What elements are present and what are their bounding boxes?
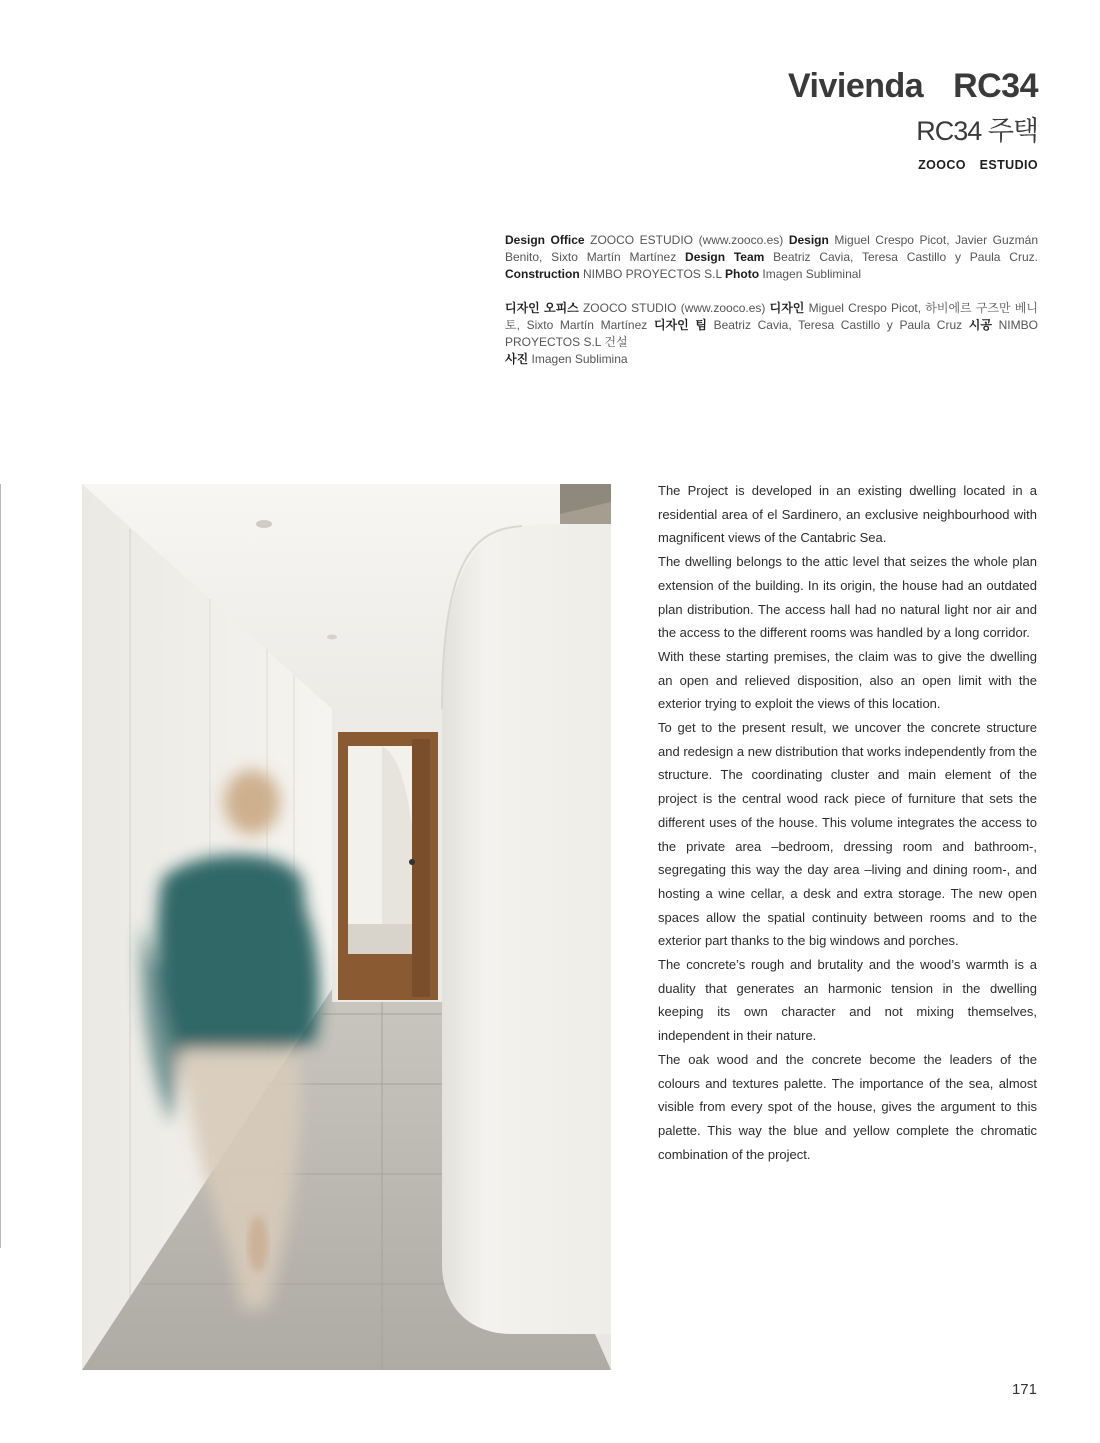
article-title-korean: RC34 주택 <box>916 116 1038 146</box>
page-number: 171 <box>1011 1381 1037 1398</box>
article-body <box>658 479 1037 1166</box>
credit-value: ZOOCO STUDIO (www.zooco.es) <box>578 301 770 315</box>
body-paragraph: The oak wood and the concrete become the leaders of the colours and textures palette. The importance of the sea, almost visible from every spot of the house, gives the argument to this palette. This way the blue and yellow complete the chromatic combination of the project. <box>658 1051 1037 1162</box>
credit-label: 디자인 팀 <box>653 318 707 332</box>
credit-value: Beatriz Cavia, Teresa Castillo y Paula Cruz. <box>764 250 1038 264</box>
credit-value: Miguel Crespo Picot, 하비에르 구즈만 베니토, Sixto Martín Martínez <box>505 301 1038 332</box>
corridor-photo <box>82 484 611 1370</box>
credit-label: Design Office <box>505 233 585 247</box>
credit-value: Imagen Subliminal <box>759 267 862 281</box>
credit-label: Design Team <box>685 250 765 264</box>
article-title: Vivienda RC34 <box>787 67 1038 105</box>
credits-english <box>505 232 1038 283</box>
credit-label: 사진 <box>505 352 529 366</box>
body-paragraph: To get to the present result, we uncover the concrete structure and redesign a new distribution that works independently from the structure. The coordinating cluster and main element of the project is the central wood rack piece of furniture that sets the different uses of the house. This volume integrates the access to the private area –bedroom, dressing room and bathroom-, segregating this way the day area –living and dining room-, and hosting a wine cellar, a desk and extra storage. The new open spaces allow the spatial continuity between rooms and to the exterior part thanks to the big windows and porches. <box>658 720 1037 949</box>
credits-korean <box>505 300 1038 368</box>
credit-value: NIMBO PROYECTOS S.L 건설 <box>505 318 1038 349</box>
credit-label: Photo <box>725 267 760 281</box>
credit-value: Miguel Crespo Picot, Javier Guzmán Benito, Sixto Martín Martínez <box>505 233 1038 264</box>
body-paragraph: With these starting premises, the claim was to give the dwelling an open and relieved disposition, also an open limit with the exterior trying to exploit the views of this location. <box>658 648 1037 712</box>
body-paragraph: The Project is developed in an existing dwelling located in a residential area of el Sardinero, an exclusive neighbourhood with magnificent views of the Cantabric Sea. <box>658 483 1037 546</box>
article-author: ZOOCO ESTUDIO <box>918 158 1038 172</box>
credit-label: 디자인 오피스 <box>505 301 579 315</box>
page-edge-rule <box>0 484 1 1248</box>
article-header <box>788 66 1038 172</box>
credit-value: ZOOCO ESTUDIO (www.zooco.es) <box>584 233 789 247</box>
credit-value: NIMBO PROYECTOS S.L <box>579 267 726 281</box>
project-credits <box>505 232 1038 385</box>
body-paragraph: The dwelling belongs to the attic level that seizes the whole plan extension of the building. In its origin, the house had an outdated plan distribution. The access hall had no natural light nor air and the access to the different rooms was handled by a long corridor. <box>658 554 1037 641</box>
credit-label: Construction <box>505 267 580 281</box>
credit-value: Beatriz Cavia, Teresa Castillo y Paula Cruz <box>706 318 969 332</box>
credit-value: Imagen Sublimina <box>528 352 628 366</box>
body-paragraph: The concrete’s rough and brutality and the wood’s warmth is a duality that generates an harmonic tension in the dwelling keeping its own character and not mixing themselves, independent in their nature. <box>658 957 1037 1044</box>
credit-label: 시공 <box>968 318 992 332</box>
credit-label: Design <box>788 233 829 247</box>
credit-label: 디자인 <box>769 301 805 315</box>
